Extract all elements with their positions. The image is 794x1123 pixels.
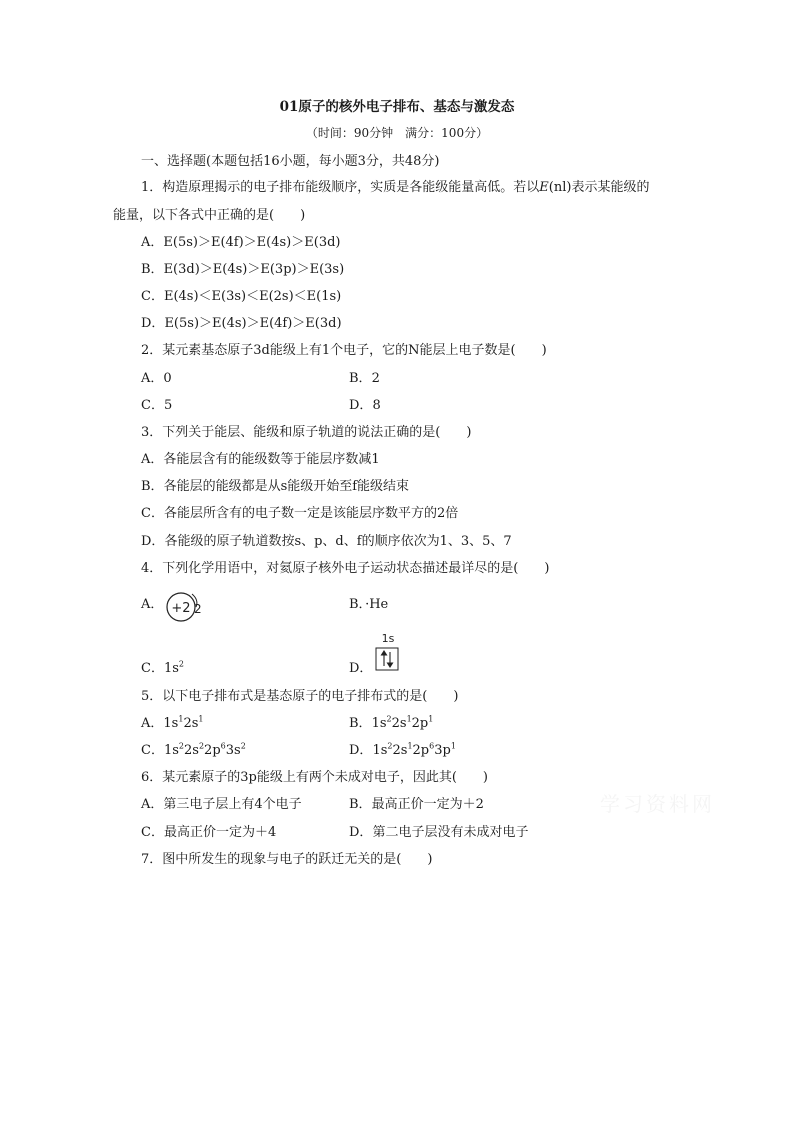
orbital-diagram [375, 632, 401, 674]
orbital-box [376, 648, 398, 670]
q6-option-b: B．最高正价一定为＋2 [349, 797, 484, 812]
watermark: 学习资料网 [600, 792, 715, 816]
q6-option-c: C．最高正价一定为＋4 [141, 825, 277, 840]
q1-option-c: C．E(4s)＜E(3s)＜E(2s)＜E(1s) [141, 289, 342, 304]
q1-option-a: A．E(5s)＞E(4f)＞E(4s)＞E(3d) [141, 235, 341, 250]
q3-option-a: A．各能层含有的能级数等于能层序数减1 [141, 452, 380, 467]
orbital-label: 1s [381, 632, 395, 645]
nucleus-charge: +2 [171, 601, 191, 616]
q6-option-d: D．第二电子层没有未成对电子 [349, 825, 529, 840]
q2-option-b: B．2 [349, 371, 380, 386]
q4-option-d-label: D． [349, 661, 373, 676]
page-title: 01原子的核外电子排布、基态与激发态 [279, 99, 515, 115]
q2-option-c: C．5 [141, 398, 173, 413]
q5-option-c: C．$1s^22s^22p^63s^2$ [141, 741, 246, 758]
q4-option-a-label: A． [141, 597, 164, 612]
shell-electron-count: 2 [194, 602, 202, 616]
q5-option-b: B．$1s^22s^12p^1$ [349, 714, 434, 731]
q6-option-a: A．第三电子层上有4个电子 [141, 797, 302, 812]
q1-option-d: D．E(5s)＞E(4s)＞E(4f)＞E(3d) [141, 316, 342, 331]
q4-option-b: B．·He [349, 597, 389, 612]
electron-dot-he: ·He [365, 597, 389, 612]
q6-stem: 6．某元素原子的3p能级上有两个未成对电子，因此其( ) [141, 770, 489, 785]
q3-stem: 3．下列关于能层、能级和原子轨道的说法正确的是( ) [141, 425, 472, 440]
q4-stem: 4．下列化学用语中，对氦原子核外电子运动状态描述最详尽的是( ) [141, 561, 550, 576]
q1-option-b: B．E(3d)＞E(4s)＞E(3p)＞E(3s) [141, 262, 345, 277]
atom-structure-diagram [166, 591, 200, 623]
q2-option-a: A．0 [141, 371, 172, 386]
q4-option-c: C．$1s^2$ [141, 659, 184, 676]
q1-stem-line1: 1．构造原理揭示的电子排布能级顺序，实质是各能级能量高低。若以E(nl)表示某能级的 [141, 180, 650, 195]
q1-stem-line2: 能量，以下各式中正确的是( ) [113, 208, 306, 223]
exam-info: （时间：90分钟 满分：100分） [305, 126, 489, 140]
q5-option-a: A．$1s^12s^1$ [141, 714, 204, 731]
q5-stem: 5．以下电子排布式是基态原子的电子排布式的是( ) [141, 689, 459, 704]
q7-stem: 7．图中所发生的现象与电子的跃迁无关的是( ) [141, 852, 433, 867]
q3-option-b: B．各能层的能级都是从s能级开始至f能级结束 [141, 479, 410, 494]
q3-option-d: D．各能级的原子轨道数按s、p、d、f的顺序依次为1、3、5、7 [141, 534, 512, 549]
section-heading: 一、选择题(本题包括16小题，每小题3分，共48分) [141, 154, 440, 169]
spin-arrows-icon [382, 651, 393, 667]
q2-option-d: D．8 [349, 398, 381, 413]
q3-option-c: C．各能层所含有的电子数一定是该能层序数平方的2倍 [141, 506, 459, 521]
q2-stem: 2．某元素基态原子3d能级上有1个电子，它的N能层上电子数是( ) [141, 343, 547, 358]
q5-option-d: D．$1s^22s^12p^63p^1$ [349, 741, 456, 758]
